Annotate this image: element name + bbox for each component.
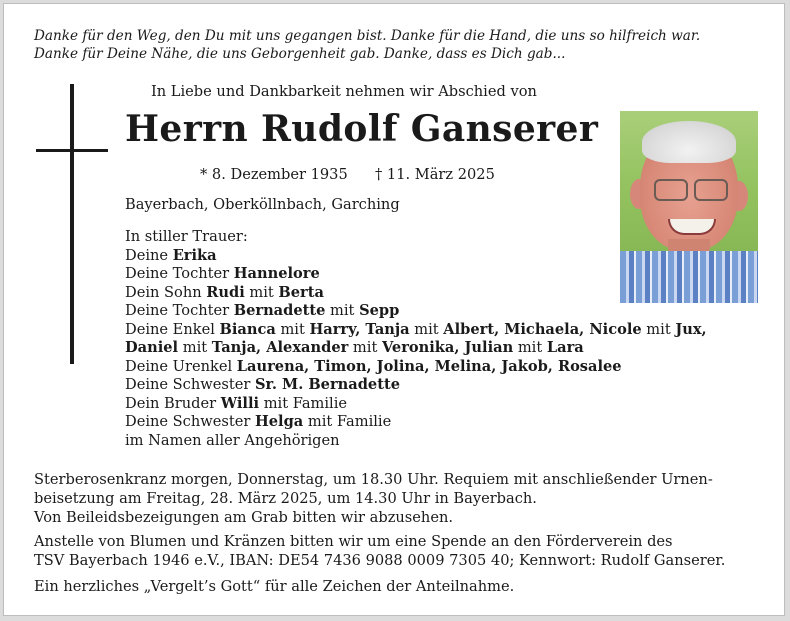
birth-date: * 8. Dezember 1935 <box>200 166 348 183</box>
footer-line: Von Beileidsbezeigungen am Grab bitten wir abzusehen. <box>34 509 453 526</box>
family-text: mit <box>178 339 212 356</box>
family-name: Sepp <box>359 302 400 319</box>
portrait-photo <box>620 111 758 303</box>
cross-icon <box>70 84 74 364</box>
deceased-name: Herrn Rudolf Ganserer <box>125 108 599 150</box>
family-name: Hannelore <box>233 265 320 282</box>
family-text: mit <box>244 283 279 301</box>
family-text: mit <box>348 339 382 356</box>
family-text: Deine Enkel <box>125 320 220 338</box>
family-name: Laurena, Timon, Jolina, Melina, Jakob, Rosalee <box>236 357 622 375</box>
family-name: Albert, Michaela, Nicole <box>443 320 642 338</box>
family-text: mit <box>409 320 444 338</box>
footer-line: beisetzung am Freitag, 28. März 2025, um 14.30 Uhr in Bayerbach. <box>34 490 537 507</box>
family-name: Bianca <box>219 320 276 338</box>
family-text: mit <box>513 339 547 356</box>
family-text: Dein Bruder <box>125 394 221 412</box>
family-line <box>125 358 622 377</box>
family-name: Harry, Tanja <box>309 320 410 338</box>
footer-line: Anstelle von Blumen und Kränzen bitten wir um eine Spende an den Förderverein des <box>34 533 673 550</box>
family-line <box>125 413 391 432</box>
family-line <box>125 228 248 247</box>
places: Bayerbach, Oberköllnbach, Garching <box>125 196 400 213</box>
family-line <box>125 302 399 321</box>
family-text: mit <box>641 320 676 338</box>
family-line <box>125 432 340 451</box>
family-text: Deine Tochter <box>125 302 234 319</box>
family-name: Jux, <box>675 320 707 338</box>
family-name: Erika <box>172 246 217 264</box>
family-line <box>125 265 320 284</box>
family-text: mit Familie <box>259 394 348 412</box>
footer-line: Sterberosenkranz morgen, Donnerstag, um 18.30 Uhr. Requiem mit anschließender Urnen- <box>34 471 713 488</box>
footer-line: TSV Bayerbach 1946 e.V., IBAN: DE54 7436 9088 0009 7305 40; Kennwort: Rudolf Ganserer. <box>34 552 726 569</box>
family-text: Deine Schwester <box>125 376 255 393</box>
family-line <box>125 376 400 395</box>
family-name: Daniel <box>125 339 179 356</box>
family-name: Tanja, Alexander <box>211 339 349 356</box>
family-name: Bernadette <box>233 302 326 319</box>
family-line <box>125 321 707 340</box>
family-name: Berta <box>278 283 324 301</box>
family-name: Lara <box>546 339 584 356</box>
family-text: In stiller Trauer: <box>125 228 248 245</box>
cross-icon-bar <box>36 149 108 152</box>
family-text: mit Familie <box>303 413 392 430</box>
poem-line-1: Danke für den Weg, den Du mit uns gegangen bist. Danke für die Hand, die uns so hilfreich war. <box>34 28 701 44</box>
family-text: Deine <box>125 246 173 264</box>
death-date: † 11. März 2025 <box>375 166 495 183</box>
family-name: Willi <box>220 394 260 412</box>
family-text: Dein Sohn <box>125 283 207 301</box>
family-text: mit <box>325 302 360 319</box>
footer-line: Ein herzliches „Vergelt’s Gott“ für alle Zeichen der Anteilnahme. <box>34 578 515 595</box>
poem-line-2: Danke für Deine Nähe, die uns Geborgenheit gab. Danke, dass es Dich gab... <box>34 46 566 62</box>
family-text: Deine Schwester <box>125 413 255 430</box>
family-text: mit <box>275 320 310 338</box>
family-line <box>125 284 324 303</box>
family-line <box>125 247 217 266</box>
family-line <box>125 395 347 414</box>
obituary-card <box>3 3 785 616</box>
family-text: Deine Tochter <box>125 265 234 282</box>
family-text: Deine Urenkel <box>125 357 237 375</box>
family-text: im Namen aller Angehörigen <box>125 431 340 449</box>
family-name: Rudi <box>206 283 245 301</box>
family-name: Helga <box>254 413 304 430</box>
intro-text: In Liebe und Dankbarkeit nehmen wir Abschied von <box>151 83 537 100</box>
family-name: Sr. M. Bernadette <box>254 376 400 393</box>
family-line <box>125 339 584 358</box>
family-name: Veronika, Julian <box>381 339 514 356</box>
